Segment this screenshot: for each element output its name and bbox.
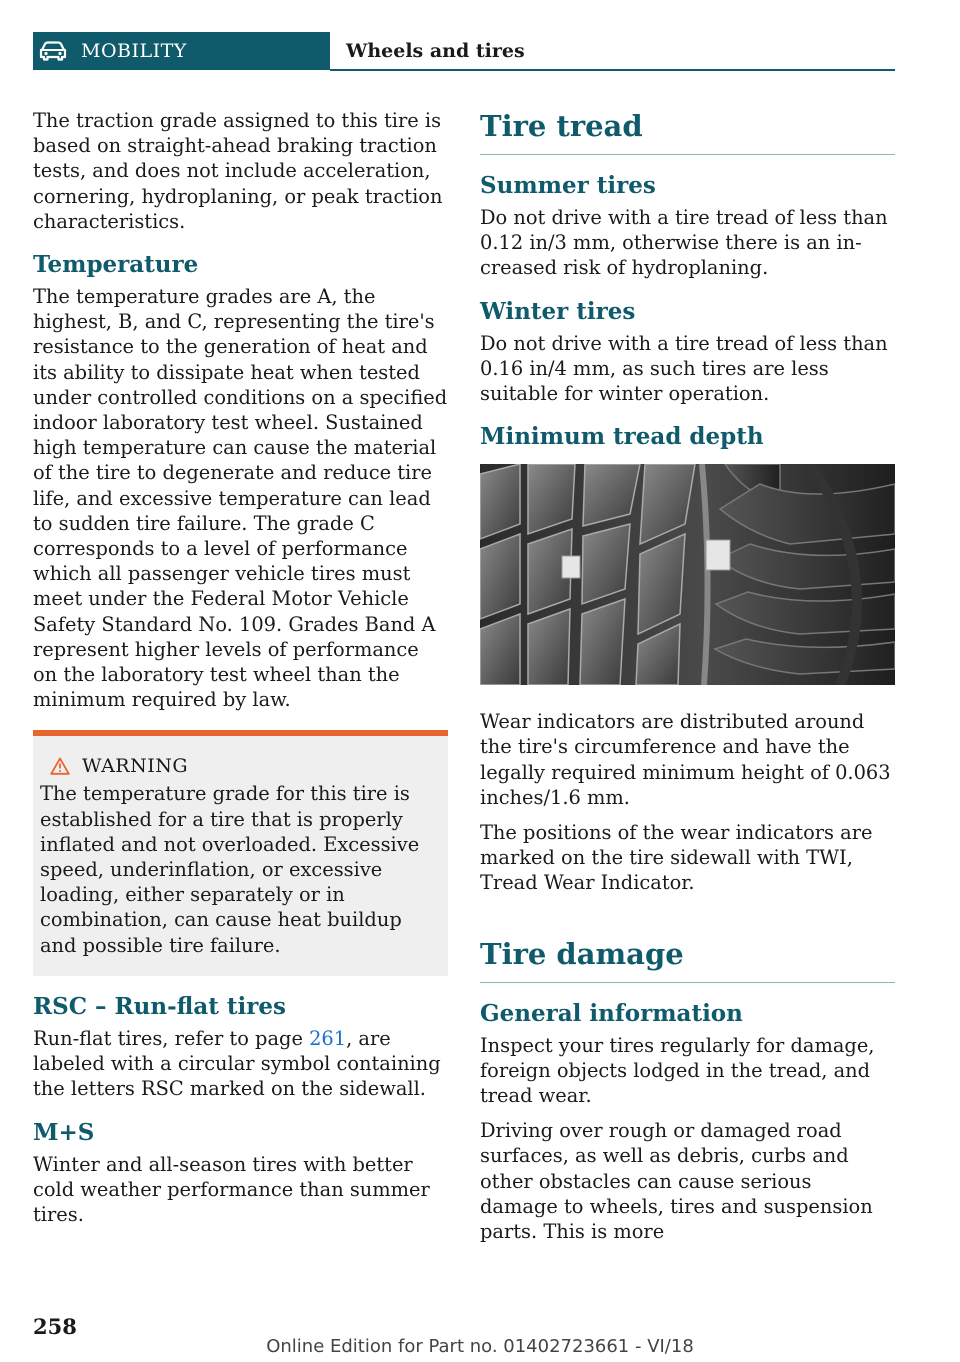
ms-paragraph: Winter and all-season tires with better cold weather performance than summer tires. [33,1152,430,1226]
general-paragraph-1: Inspect your tires regularly for damage, foreign objects lodged in the tread, and tread wear. [480,1033,875,1108]
rsc-text-a: Run-flat tires, refer to page [33,1026,310,1050]
summer-heading: Summer tires [480,172,656,199]
tread-heading: Tire tread [480,109,643,143]
header-rule [330,69,895,71]
wear-paragraph-2: The positions of the wear indicators are marked on the tire sidewall with TWI, Tread Wear Indicator. [480,821,873,895]
min-tread-heading: Minimum tread depth [480,423,764,451]
page-link-261[interactable]: 261 [309,1026,347,1050]
right-column [480,108,895,1254]
section-label: MOBILITY [81,40,187,62]
warning-box [33,730,448,975]
rsc-heading: RSC – Run-flat tires [33,992,286,1020]
wear-paragraph-1: Wear indicators are distributed around the tire's circumference and have the legally required minimum height of 0.063 inches/1.6 mm. [480,710,891,809]
rsc-paragraph [33,1026,448,1102]
temperature-heading: Temperature [33,251,199,279]
page-header [33,32,895,70]
general-heading: General information [480,999,743,1027]
warning-title-text: WARNING [82,755,189,778]
warning-title [40,754,438,779]
damage-heading: Tire damage [480,936,684,971]
traction-paragraph: The traction grade assigned to this tire is based on straight-ahead braking traction tests, and does not include acceleration, cornering, hydroplaning, or peak traction characteristics. [33,109,443,233]
page-number: 258 [33,1314,77,1339]
winter-paragraph: Do not drive with a tire tread of less than 0.16 in/4 mm, as such tires are less suitable for winter operation. [480,331,888,406]
car-icon [39,41,67,61]
temperature-paragraph: The temperature grades are A, the highest, B, and C, representing the tire's resistance to the generation of heat and its ability to dissipate heat when tested under controlled conditions on a specified indoor laboratory test wheel. Sustained high temperature can cause the material of the tire to degenerate and reduce tire life, and excessive temperature can lead to sudden tire failure. The grade C corresponds to a level of performance which all passenger vehicle tires must meet under the Federal Motor Vehicle Safety Standard No. 109. Grades Band A represent higher levels of performance on the laboratory test wheel than the minimum required by law. [33,285,448,712]
left-column [33,108,448,1237]
section-tab [33,32,330,70]
ms-heading: M+S [33,1118,95,1146]
summer-paragraph: Do not drive with a tire tread of less than 0.12 in/3 mm, otherwise there is an increased risk of hydroplaning. [480,206,888,280]
warning-triangle-icon [50,757,70,775]
tire-tread-illustration [480,464,895,685]
tread-heading-wrap [480,108,895,155]
warning-text: The temperature grade for this tire is established for a tire that is properly inflated and not overloaded. Excessive speed, underinflation, or excessive loading, either separately or in combination, can cause heat buildup and possible tire failure. [40,782,420,957]
chapter-title: Wheels and tires [346,40,525,62]
general-paragraph-2: Driving over rough or damaged road surfaces, as well as debris, curbs and other obstacles can cause serious damage to wheels, tires and suspension parts. This is more [480,1119,873,1244]
damage-heading-wrap [480,936,895,983]
winter-heading: Winter tires [480,297,636,325]
rsc-text-b: , are labeled with a circular symbol containing the letters RSC marked on the sidewall. [33,1026,441,1101]
footer-text: Online Edition for Part no. 01402723661 - VI/18 [266,1336,694,1357]
